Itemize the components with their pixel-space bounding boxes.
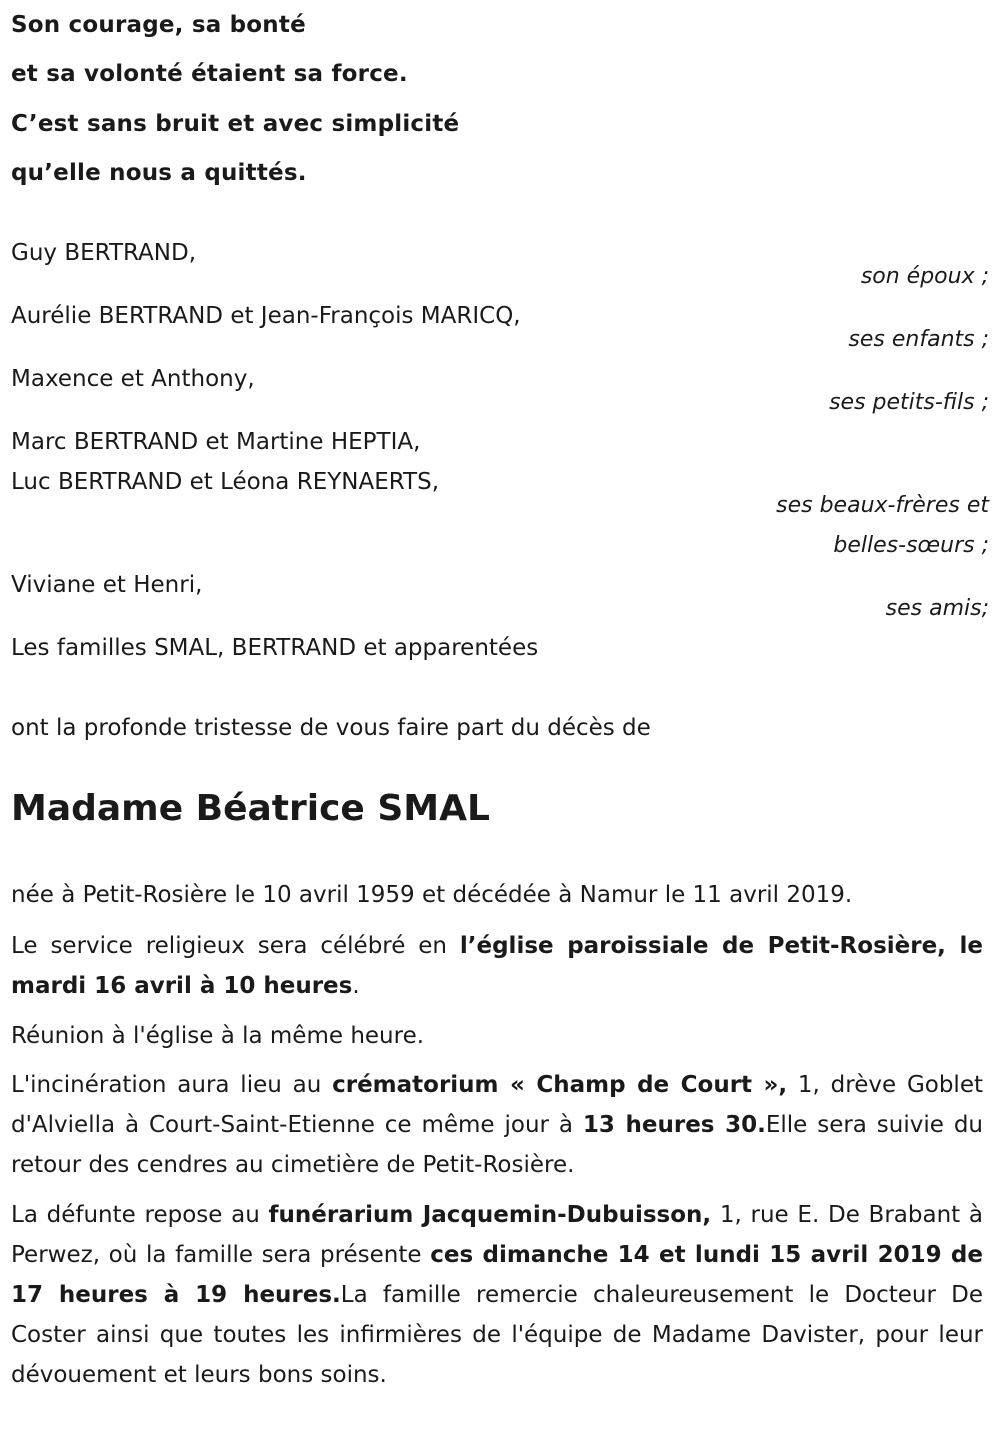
family-relation: belles-sœurs ; — [833, 533, 989, 558]
service-place-time: l’église paroissiale de Petit-Rosière, le mardi 16 avril à 10 heures — [11, 933, 983, 999]
family-relation: ses enfants ; — [848, 327, 989, 352]
cremation-end: Elle sera suivie du retour des cendres au cimetière de Petit-Rosière. — [11, 1112, 983, 1178]
announcement-text: ont la profonde tristesse de vous faire part du décès de — [11, 715, 651, 741]
family-member-name: Maxence et Anthony, — [11, 366, 255, 392]
visitation-times: ces dimanche 14 et lundi 15 avril 2019 de 17 heures à 19 heures. — [11, 1242, 983, 1308]
family-member-name: Luc BERTRAND et Léona REYNAERTS, — [11, 469, 440, 495]
service-intro: Le service religieux sera célébré en — [11, 933, 460, 959]
family-member-name: Guy BERTRAND, — [11, 240, 196, 266]
cremation-place: crématorium « Champ de Court », — [332, 1072, 788, 1098]
family-member-name: Aurélie BERTRAND et Jean-François MARICQ, — [11, 303, 521, 329]
cremation-paragraph — [11, 1065, 983, 1185]
birth-death-text: née à Petit-Rosière le 10 avril 1959 et décédée à Namur le 11 avril 2019. — [11, 882, 853, 908]
family-member-name: Viviane et Henri, — [11, 572, 203, 598]
family-member-name: Les familles SMAL, BERTRAND et apparentées — [11, 635, 539, 661]
epigraph-line: qu’elle nous a quittés. — [11, 160, 307, 186]
cremation-time: 13 heures 30. — [582, 1112, 766, 1138]
family-relation: ses petits-fils ; — [829, 390, 989, 415]
service-paragraph — [11, 926, 983, 1006]
funeral-home-end: La famille remercie chaleureusement le Docteur De Coster ainsi que toutes les infirmières de l'équipe de Madame Davister, pour leur dévouement et leurs bons soins. — [11, 1282, 983, 1388]
epigraph-line: C’est sans bruit et avec simplicité — [11, 111, 460, 137]
service-end: . — [352, 973, 360, 999]
cremation-intro: L'incinération aura lieu au — [11, 1072, 333, 1098]
deceased-name: Madame Béatrice SMAL — [11, 788, 490, 829]
family-member-name: Marc BERTRAND et Martine HEPTIA, — [11, 429, 421, 455]
funeral-home-address: 1, rue E. De Brabant à Perwez, où la famille sera présente — [11, 1202, 983, 1268]
family-relation: son époux ; — [860, 264, 989, 289]
epigraph-line: et sa volonté étaient sa force. — [11, 61, 408, 87]
funeral-home-place: funérarium Jacquemin-Dubuisson, — [268, 1202, 712, 1228]
family-relation: ses beaux-frères et — [776, 493, 989, 518]
funeral-home-intro: La défunte repose au — [11, 1202, 269, 1228]
epigraph-line: Son courage, sa bonté — [11, 12, 306, 38]
funeral-home-paragraph — [11, 1195, 983, 1395]
family-relation: ses amis; — [885, 596, 989, 621]
reunion-text: Réunion à l'église à la même heure. — [11, 1023, 425, 1049]
cremation-address: 1, drève Goblet d'Alviella à Court-Saint-Etienne ce même jour à — [11, 1072, 983, 1138]
